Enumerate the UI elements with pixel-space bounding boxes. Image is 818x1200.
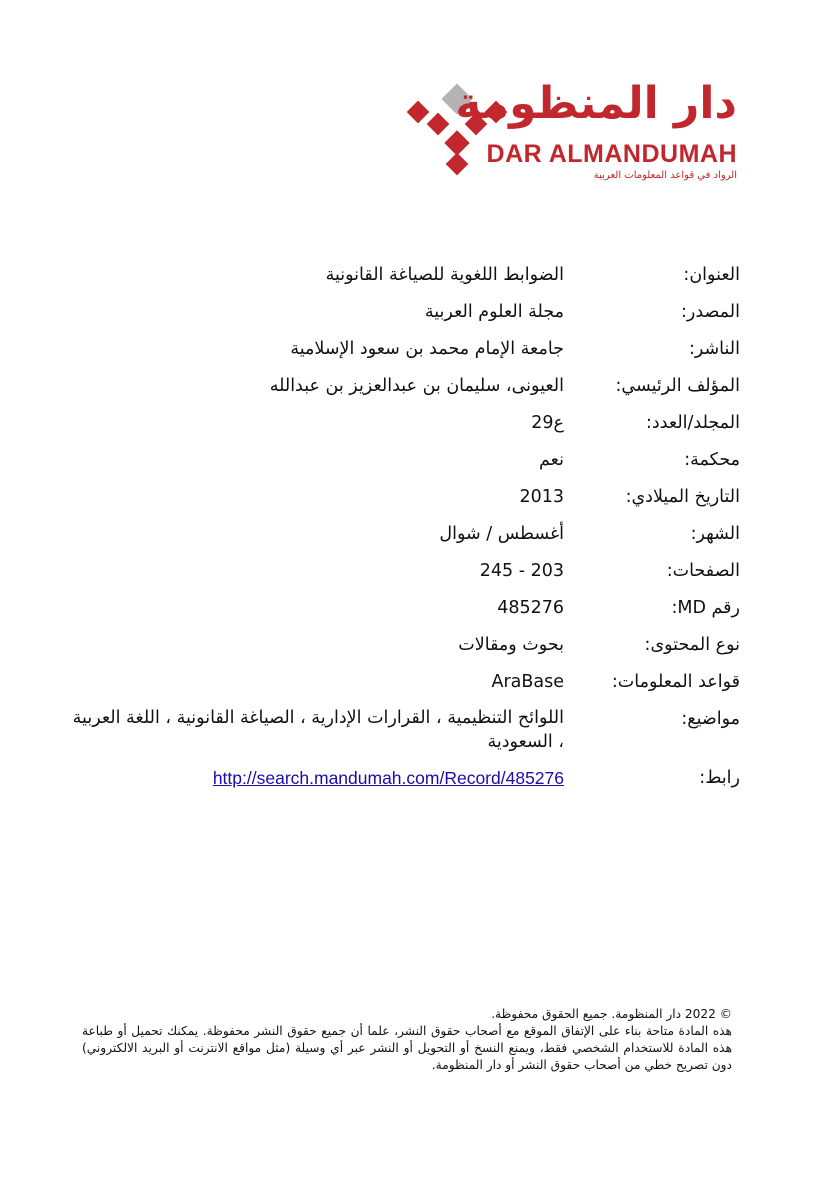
record-row-volume-issue bbox=[70, 410, 740, 436]
record-label: رقم MD: bbox=[671, 598, 740, 618]
record-value: أغسطس / شوال bbox=[439, 524, 564, 544]
record-link[interactable]: http://search.mandumah.com/Record/485276 bbox=[212, 768, 564, 788]
record-value: نعم bbox=[539, 450, 564, 470]
record-row-md-number bbox=[70, 595, 740, 621]
record-row-year bbox=[70, 484, 740, 510]
copyright-line: © 2022 دار المنظومة. جميع الحقوق محفوظة. bbox=[491, 1007, 732, 1021]
record-label: الناشر: bbox=[688, 339, 740, 359]
record-label: محكمة: bbox=[684, 450, 740, 470]
record-row-topics bbox=[70, 706, 740, 754]
record-row-author bbox=[70, 373, 740, 399]
record-label: المؤلف الرئيسي: bbox=[615, 376, 740, 396]
logo-arabic-name: دار المنظومة bbox=[455, 78, 737, 129]
record-value: AraBase bbox=[491, 672, 564, 692]
dar-almandumah-logo bbox=[400, 78, 745, 190]
record-details bbox=[70, 262, 740, 803]
record-label: نوع المحتوى: bbox=[644, 635, 740, 655]
logo-english-name: DAR ALMANDUMAH bbox=[486, 140, 737, 168]
record-value: جامعة الإمام محمد بن سعود الإسلامية bbox=[290, 339, 564, 359]
copyright-footer bbox=[82, 1006, 732, 1074]
record-label: المجلد/العدد: bbox=[646, 413, 740, 433]
record-value: بحوث ومقالات bbox=[458, 635, 564, 655]
record-row-databases bbox=[70, 669, 740, 695]
record-row-month bbox=[70, 521, 740, 547]
record-value: 2013 bbox=[519, 487, 564, 507]
record-row-source bbox=[70, 299, 740, 325]
record-value: الضوابط اللغوية للصياغة القانونية bbox=[325, 265, 564, 285]
copyright-notice: هذه المادة متاحة بناء على الإتفاق الموقع مع أصحاب حقوق النشر، علما أن جميع حقوق النشر محفوظة. يمكنك تحميل أو طباعة هذه المادة للاستخدام الشخصي فقط، ويمنع النسخ أو التحويل أو النشر عبر أي وسيلة (مثل مواقع الانترنت أو البريد الالكتروني) دون تصريح خطي من أصحاب حقوق النشر أو دار المنظومة. bbox=[82, 1024, 732, 1072]
record-value bbox=[70, 765, 564, 792]
record-label: الصفحات: bbox=[666, 561, 740, 581]
record-label: مواضيع: bbox=[681, 709, 740, 729]
record-row-title bbox=[70, 262, 740, 288]
record-value: ع29 bbox=[531, 413, 564, 433]
record-value: اللوائح التنظيمية ، القرارات الإدارية ، الصياغة القانونية ، اللغة العربية ، السعودية bbox=[72, 708, 564, 752]
record-label: الشهر: bbox=[690, 524, 740, 544]
logo-tagline: الرواد في قواعد المعلومات العربية bbox=[593, 170, 737, 181]
record-value: 203 - 245 bbox=[479, 561, 564, 581]
record-value: مجلة العلوم العربية bbox=[424, 302, 564, 322]
record-value: العيونى، سليمان بن عبدالعزيز بن عبدالله bbox=[269, 376, 564, 396]
record-row-publisher bbox=[70, 336, 740, 362]
record-label: التاريخ الميلادي: bbox=[625, 487, 740, 507]
record-label: رابط: bbox=[699, 768, 740, 788]
record-label: قواعد المعلومات: bbox=[611, 672, 740, 692]
record-value: 485276 bbox=[497, 598, 564, 618]
record-label: العنوان: bbox=[683, 265, 740, 285]
record-row-content-type bbox=[70, 632, 740, 658]
record-row-pages bbox=[70, 558, 740, 584]
record-row-peer-reviewed bbox=[70, 447, 740, 473]
record-row-link bbox=[70, 765, 740, 792]
record-label: المصدر: bbox=[680, 302, 740, 322]
